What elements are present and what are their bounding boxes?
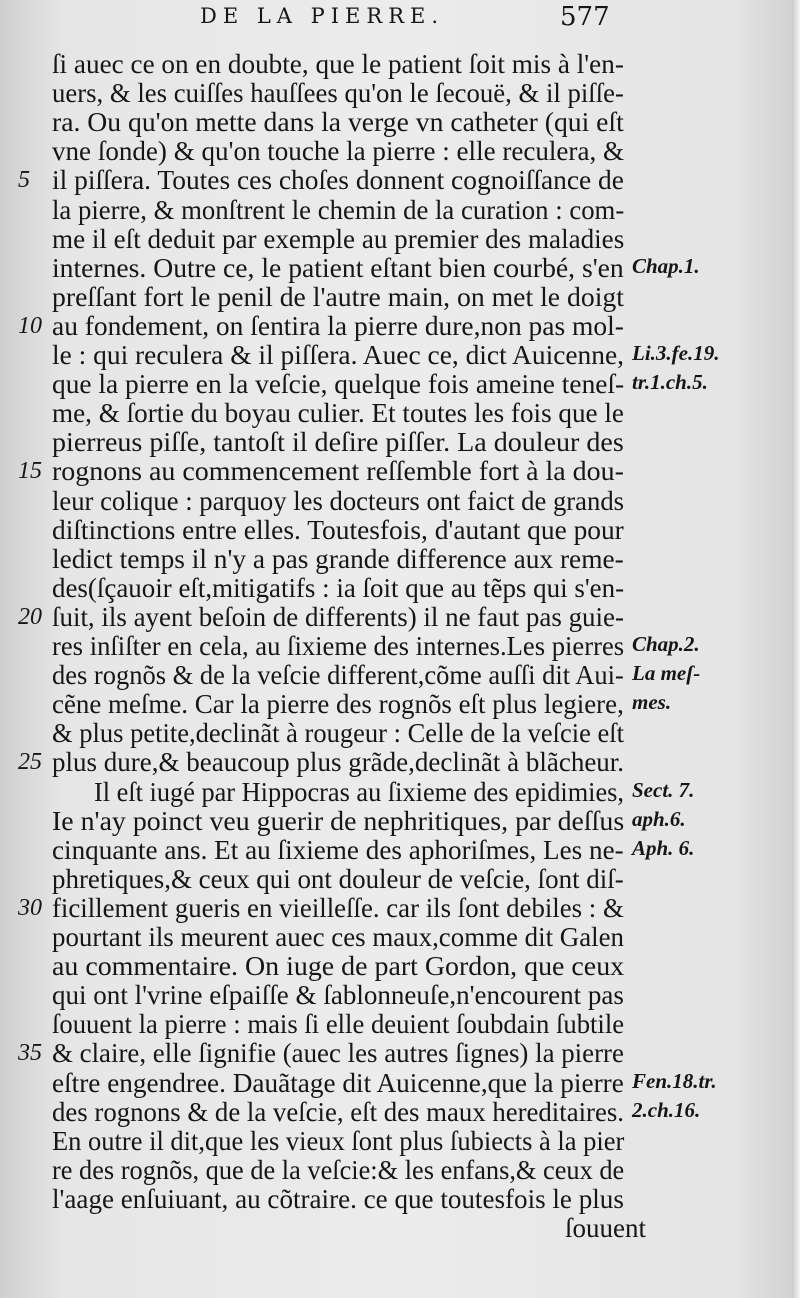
margin-note: Chap.2. — [632, 632, 700, 656]
line-number: 15 — [18, 458, 42, 485]
line-text: re des rognõs, que de la veſcie:& les enfans,& ceux de — [52, 1154, 625, 1185]
line-text: qui ont l'vrine eſpaiſſe & ſablonneuſe,n'encourent pas — [52, 980, 624, 1011]
line-text: l'aage enſuiuant, au cõtraire. ce que toutesfois le plus — [52, 1183, 624, 1214]
margin-note: Aph. 6. — [632, 835, 695, 860]
margin-note: Fen.18.tr. — [632, 1068, 717, 1093]
line-text: des(ſçauoir eſt,mitigatifs : ia ſoit que au tẽps qui s'en- — [52, 572, 625, 603]
margin-note: Sect. 7. — [632, 777, 695, 802]
margin-note: tr.1.ch.5. — [632, 370, 708, 395]
line-number: 30 — [18, 894, 42, 921]
line-text: cinquante ans. Et au ſixieme des aphoriſmes, Les ne- — [52, 834, 624, 865]
margin-note: La meſ- — [632, 661, 701, 686]
line-text: ſuit, ils ayent beſoin de differents) il ne faut pas guie- — [52, 601, 624, 632]
line-text: ſouuent la pierre : mais ſi elle deuient ſoubdain ſubtile — [52, 1009, 625, 1040]
line-text: plus dure,& beaucoup plus grãde,declinãt à blãcheur. — [52, 747, 625, 778]
line-text: au fondement, on ſentira la pierre dure,non pas mol- — [52, 310, 624, 341]
line-text: le : qui reculera & il piſſera. Auec ce, dict Auicenne, — [52, 340, 625, 370]
line-text: ficillement gueris en vieilleſſe. car ils ſont debiles : & — [52, 892, 624, 923]
line-text: la pierre, & monſtrent le chemin de la curation : com- — [52, 194, 625, 225]
line-text: ſi auec ce on en doubte, que le patient ſoit mis à l'en- — [52, 49, 624, 79]
line-number: 10 — [18, 312, 42, 339]
line-text: Il eſt iugé par Hippocras au ſixieme des epidimies, — [94, 776, 625, 807]
margin-note: Chap.1. — [632, 253, 700, 278]
line-number: 20 — [18, 603, 42, 630]
line-text: En outre il dit,que les vieux ſont plus ſubiects à la pier — [52, 1125, 625, 1156]
line-number: 5 — [18, 167, 30, 194]
line-text: cẽne meſme. Car la pierre des rognõs eſt plus legiere, — [52, 689, 624, 720]
line-text: uers, & les cuiſſes hauſſees qu'on le ſecouë, & il piſſe- — [52, 78, 624, 109]
line-text: que la pierre en la veſcie, quelque fois ameine teneſ- — [52, 369, 625, 400]
line-text: phretiques,& ceux qui ont douleur de veſcie, ſont diſ- — [52, 863, 624, 894]
line-text: res inſiſter en cela, au ſixieme des internes.Les pierres — [52, 631, 625, 661]
running-head: DE LA PIERRE. — [200, 4, 445, 28]
line-number: 25 — [18, 749, 42, 776]
line-number: 35 — [18, 1040, 42, 1067]
line-text: internes. Outre ce, le patient eſtant bien courbé, s'en — [52, 252, 624, 283]
line-text: eſtre engendree. Dauãtage dit Auicenne,que la pierre — [52, 1067, 624, 1098]
line-text: il piſſera. Toutes ces choſes donnent cognoiſſance de — [52, 165, 624, 196]
line-text: au commentaire. On iuge de part Gordon, que ceux — [52, 951, 625, 982]
margin-note: aph.6. — [632, 806, 686, 831]
line-text: rognons au commencement reſſemble fort à la dou- — [52, 456, 624, 487]
line-text: des rognõs & de la veſcie different,cõme auſſi dit Aui- — [52, 660, 624, 691]
line-text: & claire, elle ſignifie (auec les autres ſignes) la pierre — [52, 1038, 624, 1069]
line-text: diſtinctions entre elles. Toutesfois, d'autant que pour — [52, 514, 624, 545]
page-number: 577 — [560, 2, 610, 32]
margin-note: mes. — [632, 690, 672, 715]
line-text: Ie n'ay poinct veu guerir de nephritiques, par deſſus — [52, 805, 625, 836]
page-edge — [792, 0, 800, 1298]
catchword: ſouuent — [565, 1213, 646, 1243]
line-text: ledict temps il n'y a pas grande difference aux reme- — [52, 543, 624, 574]
margin-note: 2.ch.16. — [632, 1097, 701, 1122]
line-text: & plus petite,declinãt à rougeur : Celle de la veſcie eſt — [52, 718, 625, 749]
line-text: pierreus piſſe, tantoſt il deſire piſſer. La douleur des — [52, 427, 624, 458]
line-text: me, & ſortie du boyau culier. Et toutes les fois que le — [52, 398, 624, 429]
line-text: ra. Ou qu'on mette dans la verge vn catheter (qui eſt — [52, 107, 624, 138]
line-text: pourtant ils meurent auec ces maux,comme dit Galen — [52, 922, 625, 952]
line-text: leur colique : parquoy les docteurs ont faict de grands — [52, 485, 625, 516]
line-text: des rognons & de la veſcie, eſt des maux hereditaires. — [52, 1096, 624, 1127]
line-text: vne ſonde) & qu'on touche la pierre : elle reculera, & — [52, 136, 625, 167]
line-text: preſſant fort le penil de l'autre main, on met le doigt — [52, 281, 624, 312]
line-text: me il eſt deduit par exemple au premier des maladies — [52, 223, 625, 254]
margin-note: Li.3.fe.19. — [632, 341, 720, 365]
